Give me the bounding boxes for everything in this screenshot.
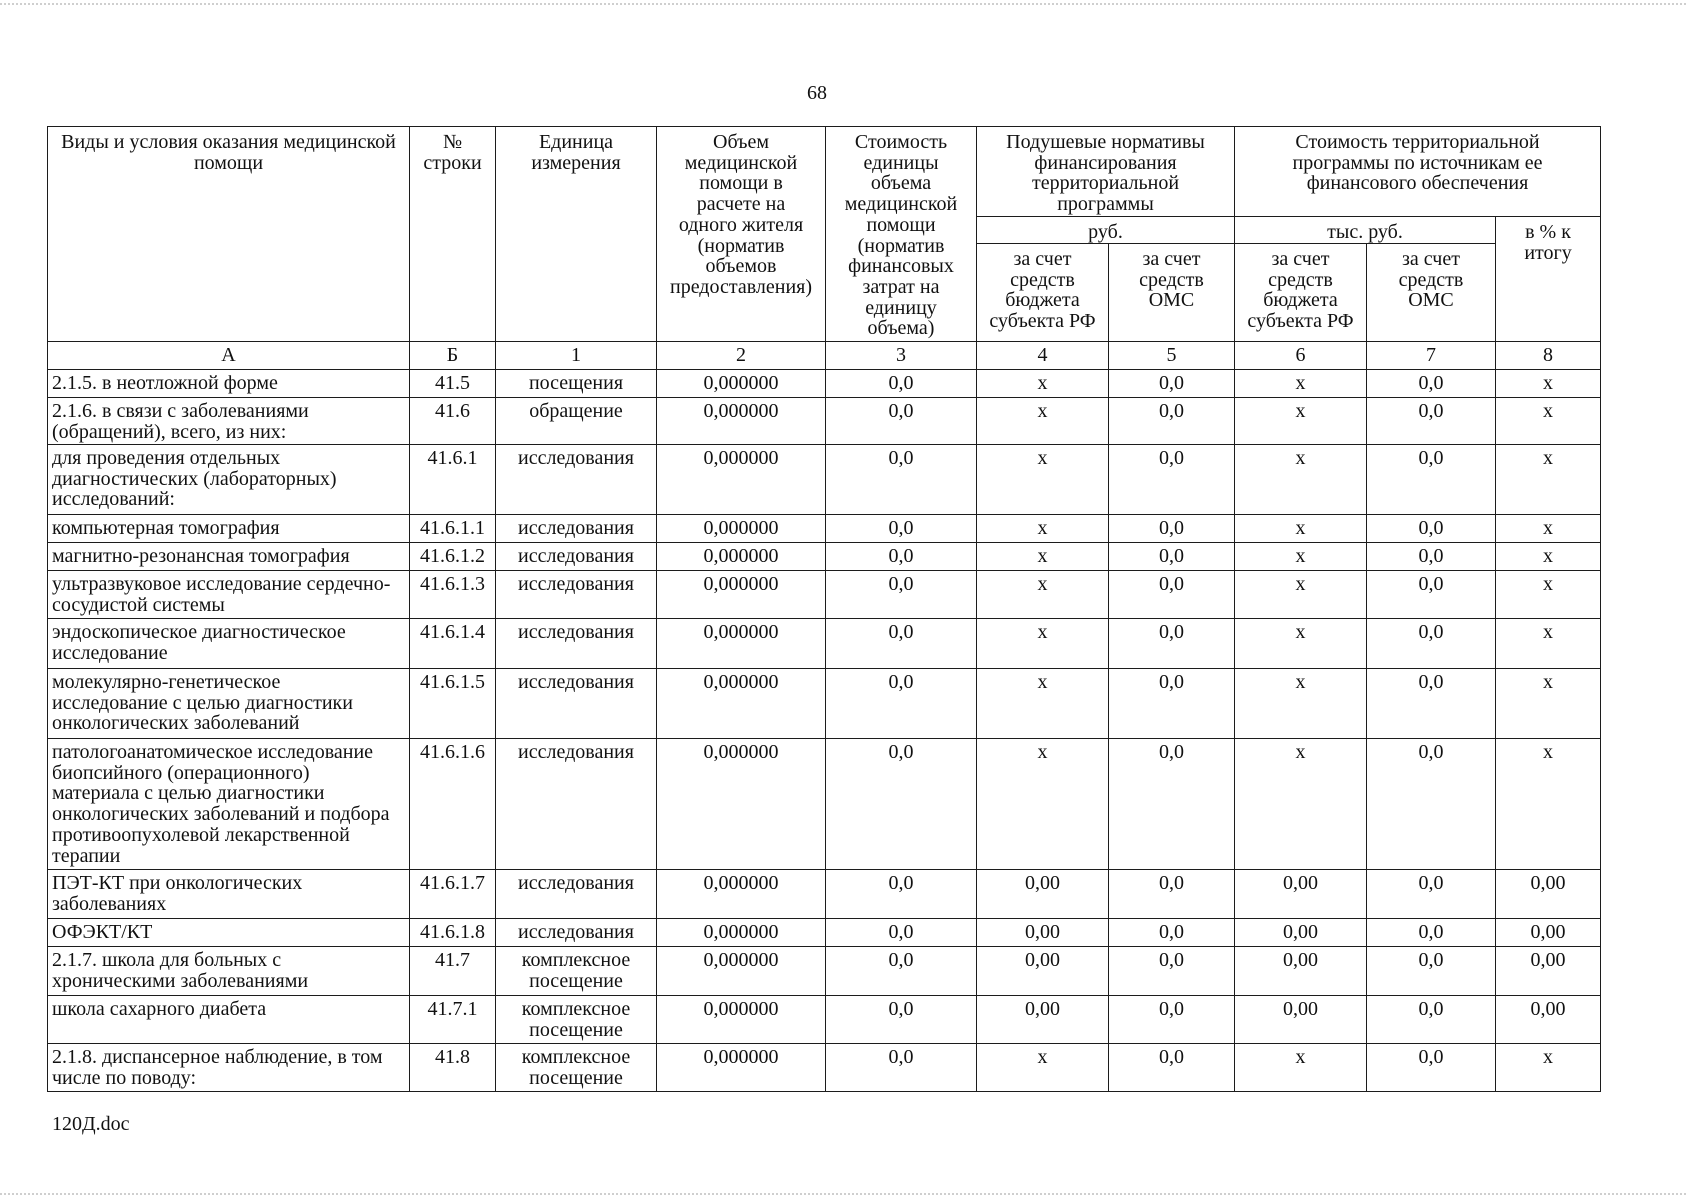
cell-budget-cost: х bbox=[1235, 515, 1367, 543]
cell-percent-total: х bbox=[1496, 543, 1601, 571]
column-index-cell: 2 bbox=[657, 342, 826, 370]
cell-budget-cost: х bbox=[1235, 619, 1367, 669]
cell-budget-cost: 0,00 bbox=[1235, 870, 1367, 919]
column-index-cell: 8 bbox=[1496, 342, 1601, 370]
cell-volume: 0,000000 bbox=[657, 739, 826, 870]
cell-oms-standard: 0,0 bbox=[1109, 996, 1235, 1044]
cell-row-number: 41.6.1 bbox=[410, 445, 496, 515]
cell-unit-cost: 0,0 bbox=[826, 445, 977, 515]
table-row bbox=[48, 1044, 1601, 1092]
cell-volume: 0,000000 bbox=[657, 515, 826, 543]
cell-budget-cost: х bbox=[1235, 739, 1367, 870]
cell-oms-cost: 0,0 bbox=[1367, 515, 1496, 543]
cell-budget-cost: х bbox=[1235, 370, 1367, 398]
cell-budget-standard: 0,00 bbox=[977, 947, 1109, 996]
cell-budget-standard: х bbox=[977, 370, 1109, 398]
table-row bbox=[48, 370, 1601, 398]
cell-unit: исследования bbox=[496, 870, 657, 919]
cell-oms-standard: 0,0 bbox=[1109, 571, 1235, 619]
cell-care-type: школа сахарного диабета bbox=[48, 996, 410, 1044]
header-thousand-rub: тыс. руб. bbox=[1235, 217, 1496, 244]
cell-care-type: 2.1.7. школа для больных с хроническими заболеваниями bbox=[48, 947, 410, 996]
cell-percent-total: 0,00 bbox=[1496, 996, 1601, 1044]
header-unit-cost: Стоимость единицы объема медицинской помощи (норматив финансовых затрат на единицу объема) bbox=[826, 127, 977, 342]
cell-oms-cost: 0,0 bbox=[1367, 445, 1496, 515]
table-row bbox=[48, 543, 1601, 571]
cell-care-type: компьютерная томография bbox=[48, 515, 410, 543]
cell-percent-total: х bbox=[1496, 445, 1601, 515]
column-index-cell: А bbox=[48, 342, 410, 370]
cell-budget-cost: 0,00 bbox=[1235, 996, 1367, 1044]
cell-budget-cost: х bbox=[1235, 1044, 1367, 1092]
cell-percent-total: х bbox=[1496, 370, 1601, 398]
cell-budget-standard: х bbox=[977, 619, 1109, 669]
table-header bbox=[48, 127, 1601, 342]
cell-care-type: для проведения отдельных диагностических (лабораторных) исследований: bbox=[48, 445, 410, 515]
cell-row-number: 41.6.1.8 bbox=[410, 919, 496, 947]
cell-oms-cost: 0,0 bbox=[1367, 870, 1496, 919]
cell-budget-standard: х bbox=[977, 571, 1109, 619]
cell-oms-cost: 0,0 bbox=[1367, 1044, 1496, 1092]
cell-volume: 0,000000 bbox=[657, 669, 826, 739]
header-row-number: № строки bbox=[410, 127, 496, 342]
cell-care-type: ультразвуковое исследование сердечно- сосудистой системы bbox=[48, 571, 410, 619]
cell-volume: 0,000000 bbox=[657, 445, 826, 515]
cell-row-number: 41.6.1.4 bbox=[410, 619, 496, 669]
cell-volume: 0,000000 bbox=[657, 543, 826, 571]
cell-care-type: 2.1.8. диспансерное наблюдение, в том числе по поводу: bbox=[48, 1044, 410, 1092]
column-index-cell: 5 bbox=[1109, 342, 1235, 370]
cell-unit-cost: 0,0 bbox=[826, 739, 977, 870]
cell-row-number: 41.6.1.6 bbox=[410, 739, 496, 870]
table-body bbox=[48, 342, 1601, 1092]
cell-unit-cost: 0,0 bbox=[826, 996, 977, 1044]
cell-budget-standard: х bbox=[977, 1044, 1109, 1092]
cell-care-type: магнитно-резонансная томография bbox=[48, 543, 410, 571]
cell-volume: 0,000000 bbox=[657, 398, 826, 445]
cell-unit: исследования bbox=[496, 669, 657, 739]
cell-budget-cost: х bbox=[1235, 398, 1367, 445]
cell-budget-cost: х bbox=[1235, 543, 1367, 571]
cell-row-number: 41.6.1.5 bbox=[410, 669, 496, 739]
cell-unit: комплексное посещение bbox=[496, 1044, 657, 1092]
cell-oms-cost: 0,0 bbox=[1367, 996, 1496, 1044]
header-per-capita-standards: Подушевые нормативы финансирования территориальной программы bbox=[977, 127, 1235, 217]
cell-oms-standard: 0,0 bbox=[1109, 1044, 1235, 1092]
cell-oms-standard: 0,0 bbox=[1109, 619, 1235, 669]
cell-care-type: ОФЭКТ/КТ bbox=[48, 919, 410, 947]
cell-oms-cost: 0,0 bbox=[1367, 571, 1496, 619]
cell-budget-standard: 0,00 bbox=[977, 996, 1109, 1044]
header-percent-total: в % к итогу bbox=[1496, 217, 1601, 342]
header-unit: Единица измерения bbox=[496, 127, 657, 342]
cell-budget-standard: х bbox=[977, 398, 1109, 445]
cell-row-number: 41.6.1.3 bbox=[410, 571, 496, 619]
cell-budget-standard: х bbox=[977, 739, 1109, 870]
table-row bbox=[48, 947, 1601, 996]
cell-oms-standard: 0,0 bbox=[1109, 445, 1235, 515]
cell-volume: 0,000000 bbox=[657, 870, 826, 919]
cell-unit-cost: 0,0 bbox=[826, 398, 977, 445]
cell-unit: комплексное посещение bbox=[496, 947, 657, 996]
cell-row-number: 41.6.1.2 bbox=[410, 543, 496, 571]
cell-oms-standard: 0,0 bbox=[1109, 739, 1235, 870]
cell-oms-standard: 0,0 bbox=[1109, 370, 1235, 398]
cell-row-number: 41.6 bbox=[410, 398, 496, 445]
cell-oms-cost: 0,0 bbox=[1367, 543, 1496, 571]
cell-unit-cost: 0,0 bbox=[826, 947, 977, 996]
cell-unit: обращение bbox=[496, 398, 657, 445]
cell-oms-standard: 0,0 bbox=[1109, 543, 1235, 571]
cell-oms-standard: 0,0 bbox=[1109, 947, 1235, 996]
cell-unit: посещения bbox=[496, 370, 657, 398]
cell-budget-cost: 0,00 bbox=[1235, 947, 1367, 996]
scan-edge-bottom bbox=[0, 1193, 1686, 1195]
cell-unit-cost: 0,0 bbox=[826, 669, 977, 739]
column-index-cell: 7 bbox=[1367, 342, 1496, 370]
table-row bbox=[48, 669, 1601, 739]
cell-unit: комплексное посещение bbox=[496, 996, 657, 1044]
cell-volume: 0,000000 bbox=[657, 947, 826, 996]
cell-unit-cost: 0,0 bbox=[826, 571, 977, 619]
cell-oms-standard: 0,0 bbox=[1109, 669, 1235, 739]
cell-percent-total: х bbox=[1496, 515, 1601, 543]
cell-oms-standard: 0,0 bbox=[1109, 398, 1235, 445]
cell-unit: исследования bbox=[496, 543, 657, 571]
page-number: 68 bbox=[807, 82, 827, 104]
cell-row-number: 41.6.1.1 bbox=[410, 515, 496, 543]
cell-percent-total: х bbox=[1496, 739, 1601, 870]
table-row bbox=[48, 445, 1601, 515]
column-index-cell: 1 bbox=[496, 342, 657, 370]
cell-unit-cost: 0,0 bbox=[826, 515, 977, 543]
cell-row-number: 41.6.1.7 bbox=[410, 870, 496, 919]
cell-oms-cost: 0,0 bbox=[1367, 619, 1496, 669]
medical-care-table bbox=[47, 126, 1601, 1092]
footer-filename: 120Д.doc bbox=[52, 1113, 130, 1135]
cell-unit-cost: 0,0 bbox=[826, 919, 977, 947]
cell-unit: исследования bbox=[496, 445, 657, 515]
header-oms-rub: за счет средств ОМС bbox=[1109, 244, 1235, 342]
cell-oms-standard: 0,0 bbox=[1109, 515, 1235, 543]
table-row bbox=[48, 619, 1601, 669]
cell-volume: 0,000000 bbox=[657, 996, 826, 1044]
table-row bbox=[48, 571, 1601, 619]
column-index-cell: 4 bbox=[977, 342, 1109, 370]
cell-unit: исследования bbox=[496, 919, 657, 947]
cell-oms-cost: 0,0 bbox=[1367, 739, 1496, 870]
cell-oms-standard: 0,0 bbox=[1109, 919, 1235, 947]
header-budget-thousand-rub: за счет средств бюджета субъекта РФ bbox=[1235, 244, 1367, 342]
column-index-cell: 3 bbox=[826, 342, 977, 370]
cell-care-type: молекулярно-генетическое исследование с целью диагностики онкологических заболеваний bbox=[48, 669, 410, 739]
cell-volume: 0,000000 bbox=[657, 571, 826, 619]
cell-care-type: 2.1.6. в связи с заболеваниями (обращений), всего, из них: bbox=[48, 398, 410, 445]
cell-volume: 0,000000 bbox=[657, 619, 826, 669]
cell-row-number: 41.7 bbox=[410, 947, 496, 996]
cell-budget-cost: 0,00 bbox=[1235, 919, 1367, 947]
cell-row-number: 41.7.1 bbox=[410, 996, 496, 1044]
scan-edge-top bbox=[0, 3, 1686, 5]
cell-budget-standard: х bbox=[977, 515, 1109, 543]
table-row bbox=[48, 515, 1601, 543]
table-row bbox=[48, 996, 1601, 1044]
cell-percent-total: х bbox=[1496, 669, 1601, 739]
table-row bbox=[48, 739, 1601, 870]
cell-care-type: 2.1.5. в неотложной форме bbox=[48, 370, 410, 398]
header-oms-thousand-rub: за счет средств ОМС bbox=[1367, 244, 1496, 342]
cell-oms-cost: 0,0 bbox=[1367, 947, 1496, 996]
cell-percent-total: х bbox=[1496, 571, 1601, 619]
header-rub: руб. bbox=[977, 217, 1235, 244]
column-index-row bbox=[48, 342, 1601, 370]
cell-percent-total: 0,00 bbox=[1496, 947, 1601, 996]
cell-oms-cost: 0,0 bbox=[1367, 370, 1496, 398]
cell-budget-standard: х bbox=[977, 445, 1109, 515]
cell-unit-cost: 0,0 bbox=[826, 619, 977, 669]
cell-percent-total: 0,00 bbox=[1496, 870, 1601, 919]
cell-budget-cost: х bbox=[1235, 669, 1367, 739]
cell-percent-total: 0,00 bbox=[1496, 919, 1601, 947]
cell-oms-standard: 0,0 bbox=[1109, 870, 1235, 919]
cell-budget-cost: х bbox=[1235, 445, 1367, 515]
header-volume: Объем медицинской помощи в расчете на одного жителя (норматив объемов предоставления) bbox=[657, 127, 826, 342]
table-row bbox=[48, 870, 1601, 919]
cell-budget-standard: 0,00 bbox=[977, 919, 1109, 947]
cell-unit: исследования bbox=[496, 515, 657, 543]
cell-budget-cost: х bbox=[1235, 571, 1367, 619]
cell-budget-standard: х bbox=[977, 669, 1109, 739]
cell-unit-cost: 0,0 bbox=[826, 370, 977, 398]
cell-volume: 0,000000 bbox=[657, 1044, 826, 1092]
cell-unit-cost: 0,0 bbox=[826, 1044, 977, 1092]
cell-unit: исследования bbox=[496, 739, 657, 870]
cell-oms-cost: 0,0 bbox=[1367, 398, 1496, 445]
cell-oms-cost: 0,0 bbox=[1367, 669, 1496, 739]
cell-unit: исследования bbox=[496, 571, 657, 619]
cell-percent-total: х bbox=[1496, 1044, 1601, 1092]
column-index-cell: Б bbox=[410, 342, 496, 370]
cell-percent-total: х bbox=[1496, 619, 1601, 669]
cell-volume: 0,000000 bbox=[657, 919, 826, 947]
cell-unit-cost: 0,0 bbox=[826, 870, 977, 919]
header-budget-rub: за счет средств бюджета субъекта РФ bbox=[977, 244, 1109, 342]
column-index-cell: 6 bbox=[1235, 342, 1367, 370]
cell-oms-cost: 0,0 bbox=[1367, 919, 1496, 947]
cell-care-type: ПЭТ-КТ при онкологических заболеваниях bbox=[48, 870, 410, 919]
header-row-top bbox=[48, 127, 1601, 217]
cell-volume: 0,000000 bbox=[657, 370, 826, 398]
cell-row-number: 41.8 bbox=[410, 1044, 496, 1092]
table-row bbox=[48, 919, 1601, 947]
cell-budget-standard: 0,00 bbox=[977, 870, 1109, 919]
cell-percent-total: х bbox=[1496, 398, 1601, 445]
table-row bbox=[48, 398, 1601, 445]
header-care-type: Виды и условия оказания медицинской помощи bbox=[48, 127, 410, 342]
cell-row-number: 41.5 bbox=[410, 370, 496, 398]
cell-budget-standard: х bbox=[977, 543, 1109, 571]
cell-care-type: эндоскопическое диагностическое исследование bbox=[48, 619, 410, 669]
header-program-cost: Стоимость территориальной программы по источникам ее финансового обеспечения bbox=[1235, 127, 1601, 217]
cell-unit-cost: 0,0 bbox=[826, 543, 977, 571]
cell-unit: исследования bbox=[496, 619, 657, 669]
cell-care-type: патологоанатомическое исследование биопсийного (операционного) материала с целью диагностики онкологических заболеваний и подбора противоопухолевой лекарственной терапии bbox=[48, 739, 410, 870]
